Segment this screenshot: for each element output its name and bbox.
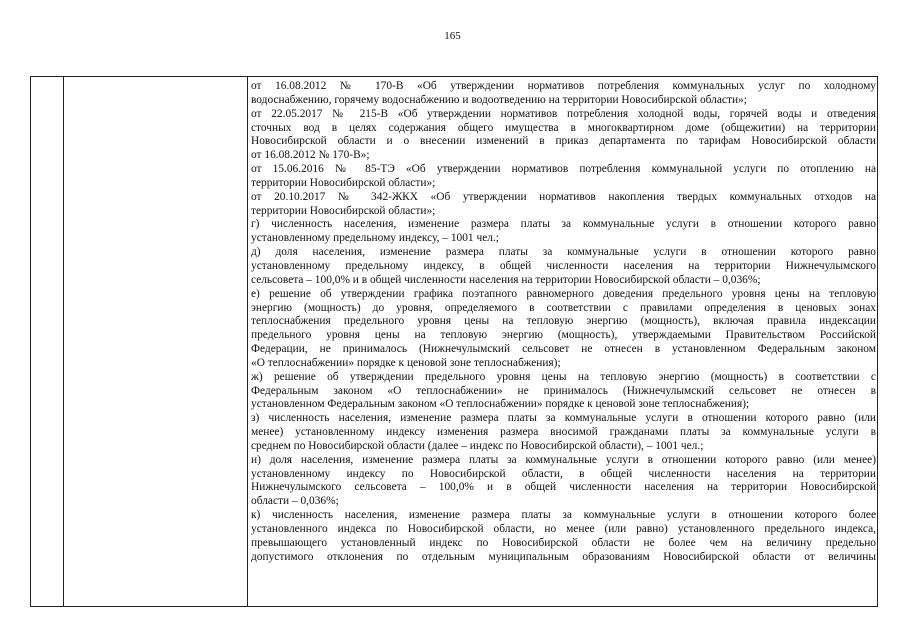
column-divider-1 bbox=[63, 77, 64, 606]
text-line: превышающего установленный индекс по Новосибирской области не более чем на величину предельно bbox=[251, 536, 876, 549]
text-line: территории Новосибирской области»; bbox=[251, 204, 436, 217]
text-line: з) численность населения, изменение размера платы за коммунальные услуги в отношении которого равно (или bbox=[251, 412, 876, 425]
text-line: и) доля населения, изменение размера платы за коммунальные услуги в отношении которого равно (или менее) bbox=[251, 453, 876, 466]
text-line: области – 0,036%; bbox=[251, 495, 339, 508]
text-line: от 16.08.2012 № 170-В»; bbox=[251, 149, 370, 162]
text-line: менее) установленному индексу изменения размера вносимой гражданами платы за коммунальные услуги в bbox=[251, 426, 876, 439]
text-line: предельного уровня цены на тепловую энергию (мощность), утверждаемыми Правительством Российской bbox=[251, 329, 876, 342]
text-line: от 15.06.2016 № 85-ТЭ «Об утверждении нормативов потребления коммунальной услуги по отоплению на bbox=[251, 163, 876, 176]
text-line: от 20.10.2017 № 342-ЖКХ «Об утверждении нормативов накопления твердых коммунальных отходов на bbox=[251, 190, 876, 203]
text-line: установленному индексу по Новосибирской области, в общей численности населения на территории bbox=[251, 467, 876, 480]
column-divider-2 bbox=[247, 77, 248, 606]
text-line: установленного индекса по Новосибирской области, но менее (или равно) установленного предельного индекса, bbox=[251, 523, 876, 535]
text-line: среднем по Новосибирской области (далее – индекс по Новосибирской области), – 1001 чел.; bbox=[251, 439, 704, 452]
text-line: водоснабжению, горячему водоснабжению и водоотведению на территории Новосибирской области»; bbox=[251, 93, 747, 106]
text-line: Федерации, не принималось (Нижнечулымский сельсовет не отнесен в установленном Федеральным законом bbox=[251, 343, 876, 356]
text-line: сельсовета – 100,0% и в общей численности населения на территории Новосибирской области – 0,036%; bbox=[251, 273, 761, 286]
text-line: теплоснабжения предельного уровня цены на тепловую энергию (мощность), включая правила индексации bbox=[251, 315, 876, 328]
text-line: г) численность населения, изменение размера платы за коммунальные услуги в отношении которого равно bbox=[251, 218, 876, 231]
text-line: ж) решение об утверждении предельного уровня цены на тепловую энергию (мощность) в соответствии с bbox=[251, 370, 876, 383]
text-line: установленном Федеральным законом «О теплоснабжении» порядке к ценовой зоне теплоснабжения); bbox=[251, 398, 750, 411]
text-line: энергию (мощность) до уровня, определяемого в соответствии с правилами определения в ценовых зонах bbox=[251, 301, 876, 314]
text-line: сточных вод в целях содержания общего имущества в многоквартирном доме (общежитии) на территории bbox=[251, 121, 876, 134]
text-line: от 22.05.2017 № 215-В «Об утверждении нормативов потребления холодной воды, горячей воды и отведения bbox=[251, 107, 876, 120]
text-line: территории Новосибирской области»; bbox=[251, 176, 436, 189]
text-line: установленному предельному индексу, в общей численности населения на территории Нижнечулымского bbox=[251, 259, 876, 272]
text-line: «О теплоснабжении» порядке к ценовой зоне теплоснабжения); bbox=[251, 356, 561, 369]
text-line: Федеральным законом «О теплоснабжении» не принималось (Нижнечулымский сельсовет не отнесен в bbox=[251, 384, 876, 397]
text-line: от 16.08.2012 № 170-В «Об утверждении нормативов потребления коммунальных услуг по холодному bbox=[251, 80, 876, 92]
text-line: Новосибирской области и о внесении изменений в приказ департамента по тарифам Новосибирской области bbox=[251, 135, 876, 148]
text-line: е) решение об утверждении графика поэтапного равномерного доведения предельного уровня цены на тепловую bbox=[251, 287, 876, 300]
document-table bbox=[30, 76, 878, 607]
text-line: установленному предельному индексу, – 1001 чел.; bbox=[251, 232, 499, 245]
page-number: 165 bbox=[444, 30, 461, 42]
text-line: Нижнечулымского сельсовета – 100,0% и в общей численности населения на территории Новосибирской bbox=[251, 481, 876, 494]
text-line: д) доля населения, изменение размера платы за коммунальные услуги в отношении которого равно bbox=[251, 246, 876, 259]
text-cell bbox=[251, 80, 876, 565]
text-line: допустимого отклонения по отдельным муниципальным образованиям Новосибирской области от величины bbox=[251, 550, 876, 563]
text-line: к) численность населения, изменение размера платы за коммунальные услуги в отношении которого более bbox=[251, 509, 876, 522]
